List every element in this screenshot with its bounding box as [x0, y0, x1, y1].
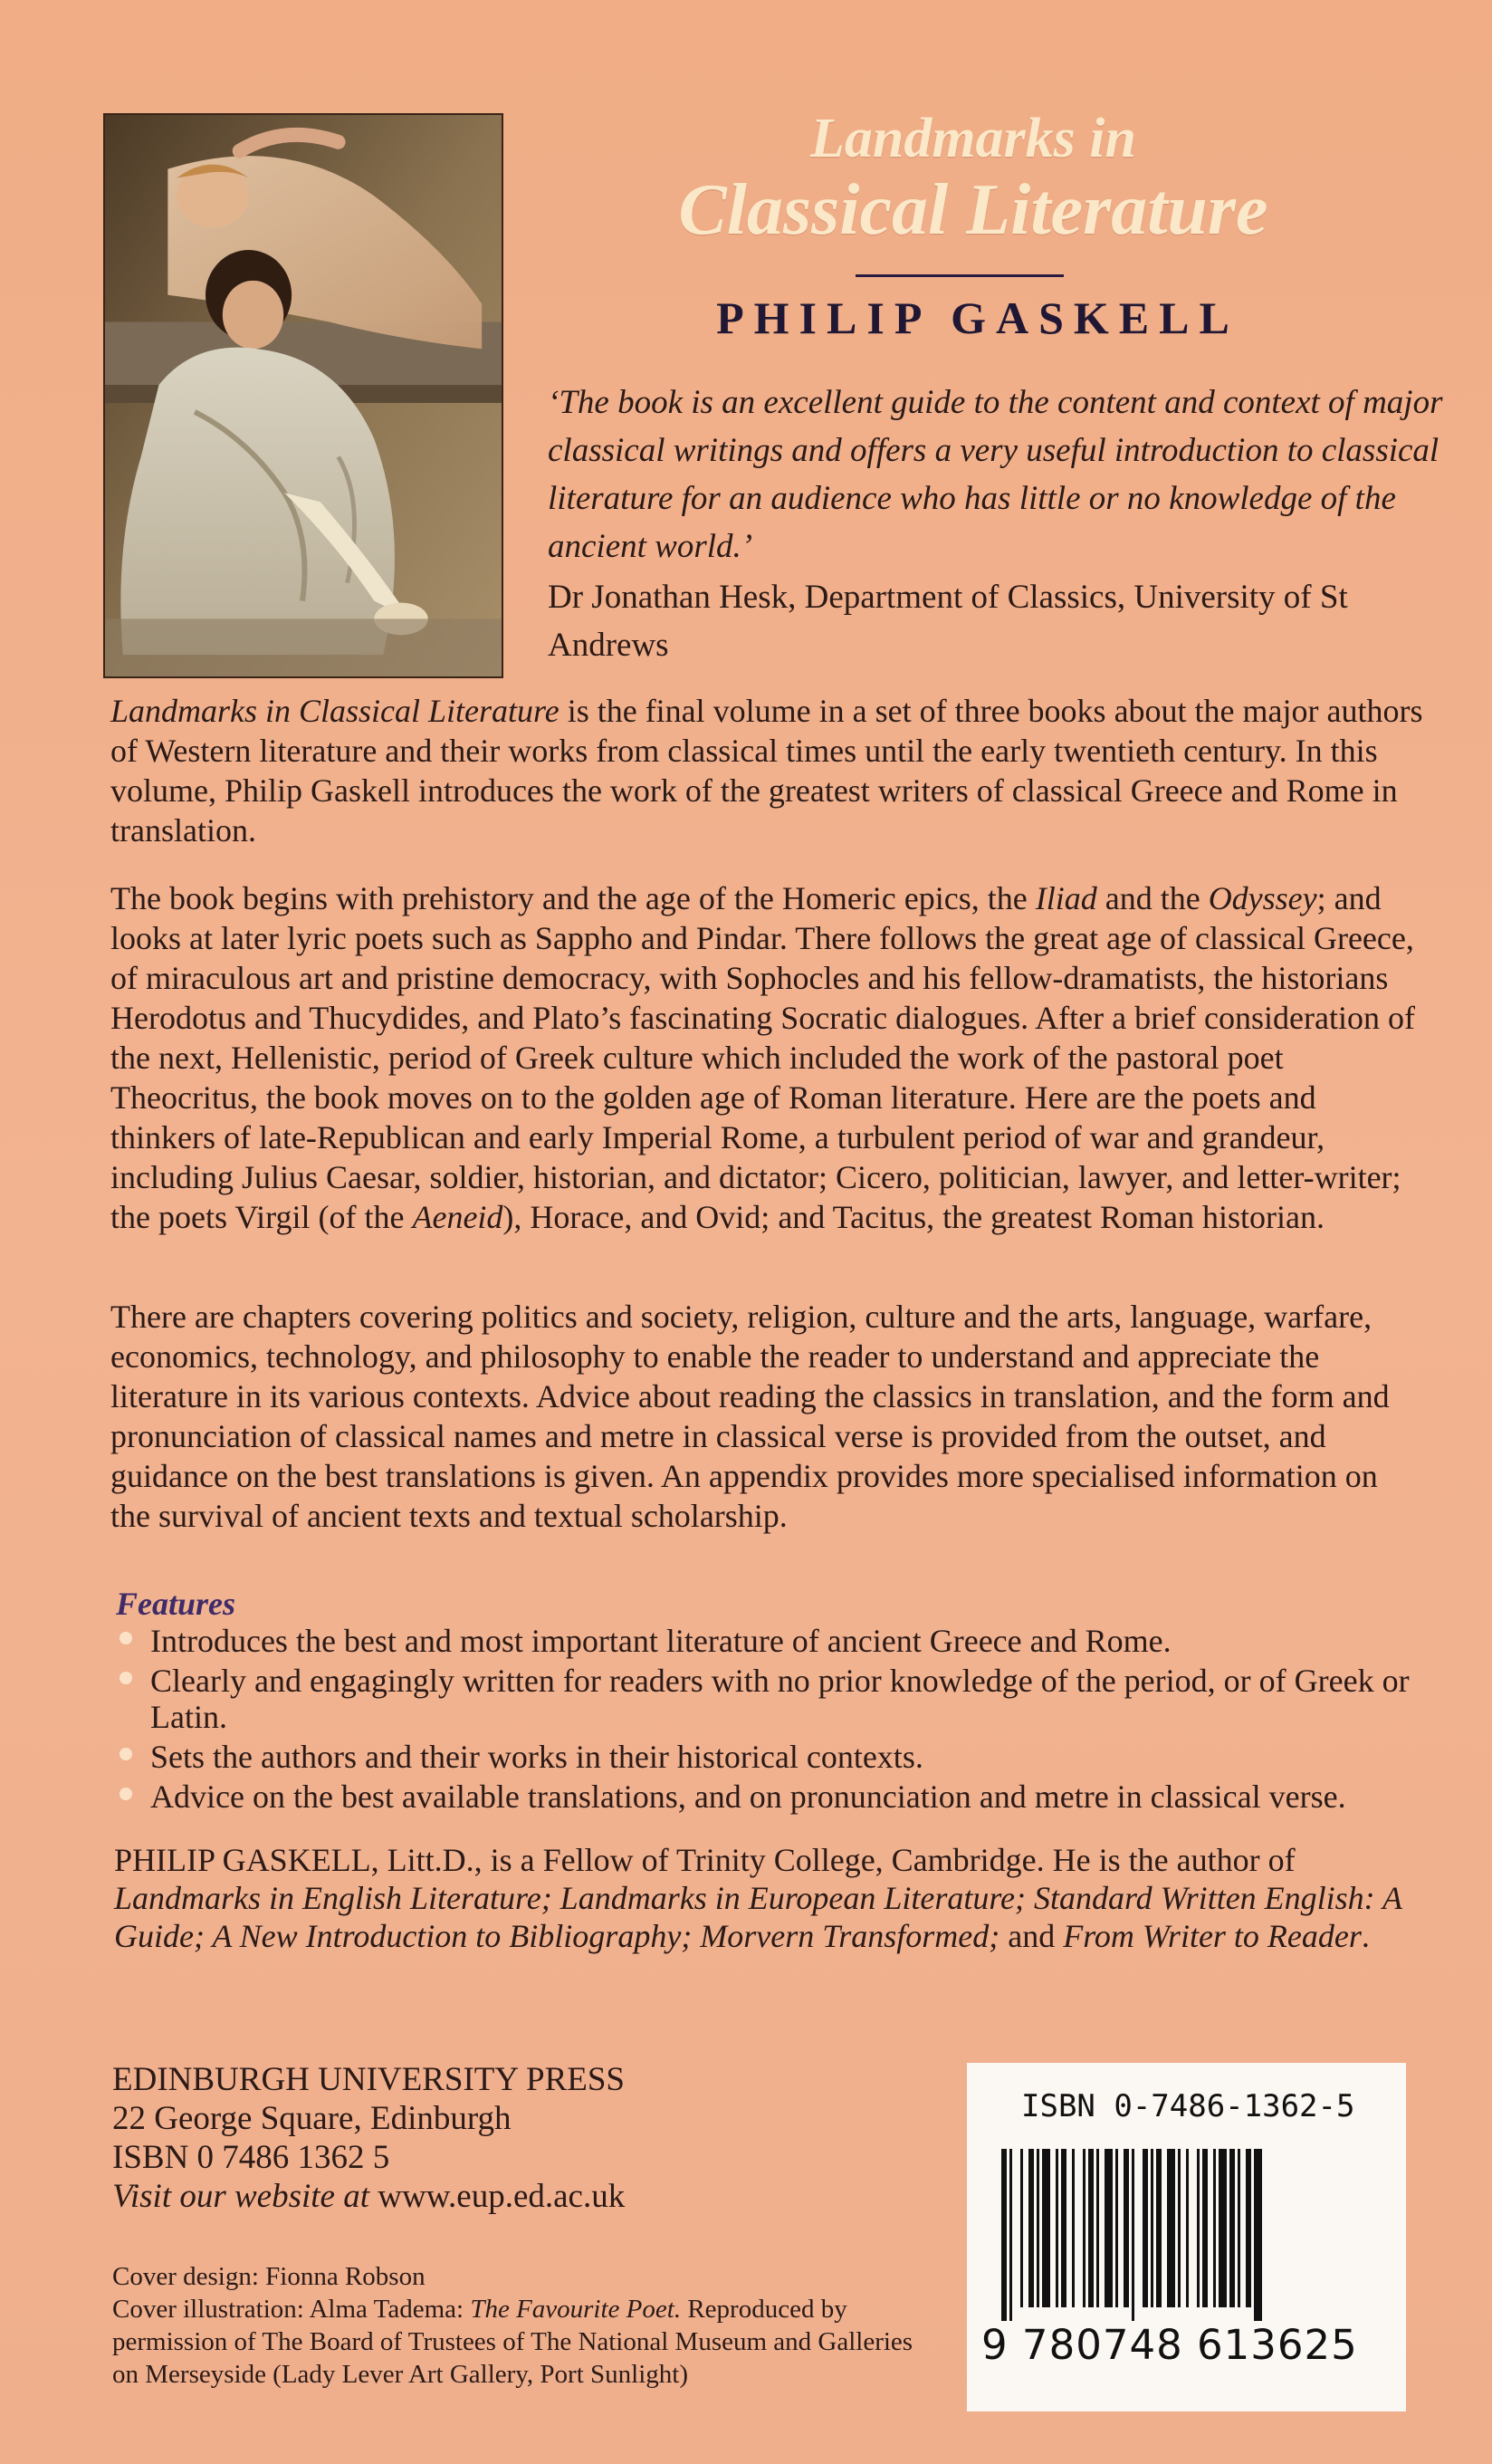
barcode-image [985, 2149, 1388, 2321]
series-title [625, 109, 1322, 252]
illustration-title: The Favourite Poet. [470, 2295, 682, 2324]
barcode-bar [1151, 2149, 1153, 2307]
barcode-bar [1028, 2149, 1034, 2307]
barcode-bar [1096, 2149, 1099, 2307]
barcode-bar [1001, 2149, 1007, 2321]
publisher-address: 22 George Square, Edinburgh [112, 2100, 512, 2137]
publisher-block [112, 2060, 746, 2216]
p2-text-c: ; and looks at later lyric poets such as Sappho and Pindar. There follows the great age of classical Greece, of miraculous art and pristine democracy, with Sophocles and his fellow-dramatists, the historians Herodotus and Thucydides, and Plato’s fascinating Socratic dialogues. After a brief consideration of the next, Hellenistic, period of Greek culture which included the work of the pastoral poet Theocritus, the book moves on to the golden age of Roman literature. Here are the poets and thinkers of late-Republican and early Imperial Rome, a turbulent period of war and grandeur, including Julius Caesar, soldier, historian, and dictator; Cicero, politician, lawyer, and letter-writer; the poets Virgil (of the [110, 880, 1415, 1235]
barcode-bar [1009, 2149, 1012, 2321]
barcode-bar [1238, 2149, 1240, 2307]
barcode-bar [1115, 2149, 1118, 2307]
barcode-bar [1124, 2149, 1129, 2307]
series-title-line1: Landmarks in [809, 108, 1137, 169]
feature-item [116, 1778, 1420, 1815]
description-paragraph-1-text: is the final volume in a set of three books about the major authors of Western literature and their works from classical times until the early twentieth century. In this volume, Philip Gaskell introduces the work of the greatest writers of classical Greece and Rome in translation. [110, 693, 1423, 848]
feature-text: Sets the authors and their works in their historical contexts. [150, 1739, 923, 1775]
p2-text-b: and the [1096, 880, 1209, 916]
barcode-bar [1072, 2149, 1075, 2307]
aeneid-title: Aeneid [412, 1199, 503, 1235]
barcode-isbn-label: ISBN 0-7486-1362-5 [1021, 2088, 1355, 2124]
bio-text-b: and [999, 1918, 1064, 1954]
barcode-bar [1246, 2149, 1251, 2307]
barcode-panel [967, 2063, 1406, 2411]
barcode-bar [1219, 2149, 1227, 2307]
feature-item [116, 1739, 1420, 1775]
illustration-text-a: Cover illustration: Alma Tadema: [112, 2295, 471, 2324]
feature-item [116, 1663, 1420, 1735]
illustration-text-b: Reproduced by permission of The Board of Trustees of The National Museum and Galleries on Merseyside (Lady Lever Art Gallery, Port Sunlight) [112, 2295, 913, 2389]
features-heading: Features [116, 1586, 236, 1622]
author-bio [114, 1841, 1427, 1955]
barcode-bar [1178, 2149, 1181, 2307]
description-paragraph-3: There are chapters covering politics and society, religion, culture and the arts, language, warfare, economics, technology, and philosophy to enable the reader to understand and appreciate the literature in its various contexts. Advice about reading the classics in translation, and the form and pronunciation of classical names and metre in classical verse is provided from the outset, and guidance on the best translations is given. An appendix provides more specialised information on the survival of ancient texts and textual scholarship. [110, 1299, 1390, 1534]
publisher-isbn: ISBN 0 7486 1362 5 [112, 2139, 390, 2176]
feature-text: Advice on the best available translations, and on pronunciation and metre in classical verse. [150, 1778, 1346, 1815]
review-attribution: Dr Jonathan Hesk, Department of Classics, University of St Andrews [548, 579, 1348, 664]
website-link[interactable]: www.eup.ed.ac.uk [369, 2178, 626, 2215]
features-list [116, 1623, 1420, 1818]
barcode-bar [1088, 2149, 1094, 2307]
barcode-bar [1083, 2149, 1086, 2307]
barcode-bar [1229, 2149, 1235, 2307]
bio-text-a: PHILIP GASKELL, Litt.D., is a Fellow of Trinity College, Cambridge. He is the author of [114, 1842, 1296, 1878]
barcode-bar [1020, 2149, 1023, 2307]
bullet-icon [120, 1672, 132, 1684]
publisher-name: EDINBURGH UNIVERSITY PRESS [112, 2061, 626, 2098]
description-paragraph-2 [110, 878, 1423, 1237]
feature-item [116, 1623, 1420, 1659]
description-paragraph-1 [110, 691, 1423, 850]
bio-text-c: . [1361, 1918, 1370, 1954]
feature-text: Clearly and engagingly written for readers with no prior knowledge of the period, or of Greek or Latin. [150, 1663, 1410, 1735]
barcode-bar [1186, 2149, 1189, 2307]
barcode-bar [1132, 2149, 1134, 2321]
bullet-icon [120, 1632, 132, 1644]
p2-text-d: ), Horace, and Ovid; and Tacitus, the greatest Roman historian. [502, 1199, 1325, 1235]
barcode-bar [1042, 2149, 1050, 2307]
visit-label: Visit our website at [112, 2178, 370, 2215]
cover-credits [112, 2260, 927, 2391]
series-title-line2: Classical Literature [678, 170, 1268, 250]
barcode-bar [1056, 2149, 1058, 2307]
p2-text-a: The book begins with prehistory and the age of the Homeric epics, the [110, 880, 1036, 916]
bullet-icon [120, 1788, 132, 1800]
cover-painting-the-favourite-poet [103, 113, 503, 678]
barcode-bar [1202, 2149, 1208, 2307]
bio-titles: Landmarks in English Literature; Landmarks in European Literature; Standard Written English: A Guide; A New Introduction to Bibliography; Morvern Transformed; [114, 1880, 1402, 1954]
bullet-icon [120, 1748, 132, 1760]
cover-design-credit: Cover design: Fionna Robson [112, 2262, 426, 2291]
book-title-italic: Landmarks in Classical Literature [110, 693, 560, 729]
odyssey-title: Odyssey [1208, 880, 1317, 916]
barcode-bar [1167, 2149, 1175, 2307]
title-divider [856, 274, 1064, 277]
barcode-digits: 9 780748 613625 [981, 2321, 1358, 2369]
barcode-bar [1156, 2149, 1162, 2307]
iliad-title: Iliad [1035, 880, 1097, 916]
barcode-bar [1061, 2149, 1066, 2307]
barcode-bar [1197, 2149, 1200, 2307]
feature-text: Introduces the best and most important literature of ancient Greece and Rome. [150, 1623, 1172, 1659]
barcode-bar [1143, 2149, 1148, 2307]
cover-illustration-credit [112, 2293, 927, 2391]
publisher-website-line [112, 2177, 746, 2216]
barcode-bar [1254, 2149, 1262, 2321]
author-name: PHILIP GASKELL [716, 292, 1239, 343]
barcode-bar [1105, 2149, 1113, 2307]
bio-title-last: From Writer to Reader [1063, 1918, 1362, 1954]
review-quote: ‘The book is an excellent guide to the content and context of major classical writings and offers a very useful introduction to classical literature for an audience who has little or no knowledge of the ancient world.’ [548, 384, 1443, 565]
barcode-bar [1037, 2149, 1039, 2307]
barcode-bar [1213, 2149, 1216, 2307]
